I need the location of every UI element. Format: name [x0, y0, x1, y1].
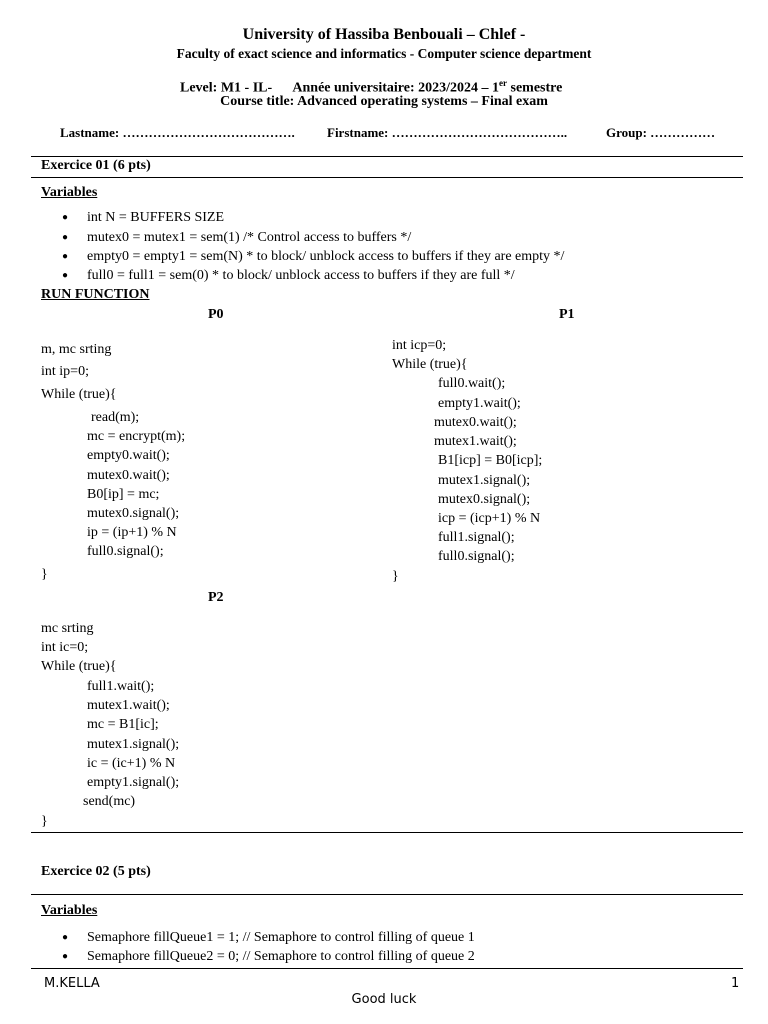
code-line: While (true){	[41, 659, 117, 674]
code-line: While (true){	[392, 357, 468, 372]
code-line: mc srting	[41, 621, 94, 636]
code-line: full1.wait();	[87, 679, 155, 694]
code-line: mutex1.wait();	[434, 434, 517, 449]
bullet-icon: ●	[62, 270, 69, 281]
divider-ex2	[31, 894, 743, 895]
code-line: mutex1.signal();	[438, 473, 531, 488]
p0-title: P0	[208, 307, 224, 322]
level-text: Level: M1 - IL-	[180, 80, 273, 96]
code-line: full0.signal();	[438, 549, 515, 564]
code-line: empty1.wait();	[438, 396, 521, 411]
ex1-variables-heading: Variables	[41, 185, 98, 200]
year-text: Année universitaire: 2023/2024 – 1	[292, 80, 500, 96]
firstname-field: Firstname: …………………………………..	[327, 125, 568, 140]
ex1-variable: full0 = full1 = sem(0) * to block/ unblock access to buffers if they are full */	[87, 268, 515, 283]
bullet-icon: ●	[62, 932, 69, 943]
code-line: mutex0.signal();	[87, 506, 180, 521]
code-line: }	[41, 814, 48, 829]
page-number: 1	[731, 976, 740, 991]
university-title: University of Hassiba Benbouali – Chlef -	[242, 26, 526, 43]
ex1-variable: mutex0 = mutex1 = sem(1) /* Control access to buffers */	[87, 230, 412, 245]
code-line: full0.signal();	[87, 544, 164, 559]
code-line: mc = encrypt(m);	[87, 429, 186, 444]
code-line: int ic=0;	[41, 640, 89, 655]
code-line: empty1.signal();	[87, 775, 180, 790]
lastname-field: Lastname: ………………………………….	[60, 125, 295, 140]
year-sup: er	[499, 78, 508, 88]
run-function-heading: RUN FUNCTION	[41, 287, 150, 302]
ex1-variable: empty0 = empty1 = sem(N) * to block/ unblock access to buffers if they are empty */	[87, 249, 565, 264]
code-line: While (true){	[41, 387, 117, 402]
ex1-variable: int N = BUFFERS SIZE	[87, 210, 225, 225]
ex1-title: Exercice 01 (6 pts)	[41, 158, 151, 173]
code-line: int ip=0;	[41, 364, 89, 379]
semester-text: semestre	[507, 80, 563, 96]
code-line: icp = (icp+1) % N	[438, 511, 541, 526]
code-line: mutex0.wait();	[434, 415, 517, 430]
divider-ex1-end	[31, 832, 743, 833]
bullet-icon: ●	[62, 251, 69, 262]
code-line: read(m);	[91, 410, 140, 425]
code-line: }	[41, 567, 48, 582]
faculty-line: Faculty of exact science and informatics - Computer science department	[176, 46, 592, 61]
ex2-variable: Semaphore fillQueue1 = 1; // Semaphore to control filling of queue 1	[87, 930, 475, 945]
bullet-icon: ●	[62, 212, 69, 223]
code-line: full1.signal();	[438, 530, 515, 545]
code-line: ic = (ic+1) % N	[87, 756, 176, 771]
code-line: mutex0.wait();	[87, 468, 170, 483]
code-line: }	[392, 569, 399, 584]
footer-divider	[31, 968, 743, 969]
code-line: m, mc srting	[41, 342, 112, 357]
code-line: mutex1.signal();	[87, 737, 180, 752]
p2-title: P2	[208, 590, 224, 605]
code-line: empty0.wait();	[87, 448, 170, 463]
code-line: B1[icp] = B0[icp];	[438, 453, 543, 468]
code-line: send(mc)	[83, 794, 136, 809]
ex2-title: Exercice 02 (5 pts)	[41, 864, 151, 879]
code-line: B0[ip] = mc;	[87, 487, 160, 502]
divider-top	[31, 156, 743, 157]
bullet-icon: ●	[62, 232, 69, 243]
divider-ex1	[31, 177, 743, 178]
code-line: mutex0.signal();	[438, 492, 531, 507]
group-field: Group: ……………	[606, 125, 716, 140]
code-line: mutex1.wait();	[87, 698, 170, 713]
p1-title: P1	[559, 307, 575, 322]
course-title: Course title: Advanced operating systems – Final exam	[220, 94, 548, 109]
code-line: ip = (ip+1) % N	[87, 525, 177, 540]
ex2-variables-heading: Variables	[41, 903, 98, 918]
bullet-icon: ●	[62, 951, 69, 962]
ex2-variable: Semaphore fillQueue2 = 0; // Semaphore to control filling of queue 2	[87, 949, 475, 964]
code-line: int icp=0;	[392, 338, 447, 353]
code-line: full0.wait();	[438, 376, 506, 391]
footer-author: M.KELLA	[44, 976, 100, 991]
footer-message: Good luck	[351, 992, 417, 1007]
code-line: mc = B1[ic];	[87, 717, 159, 732]
